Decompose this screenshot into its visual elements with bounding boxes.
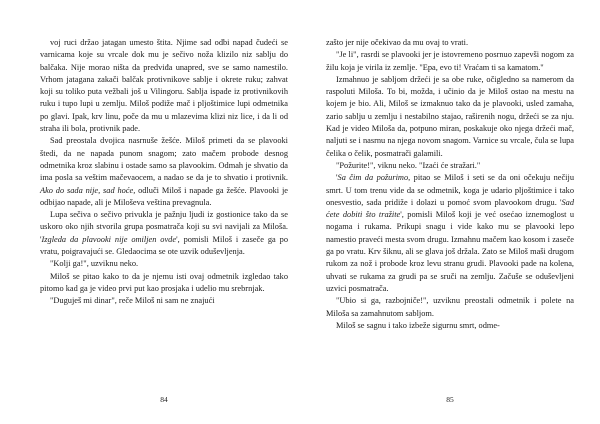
left-page-number: 84 — [160, 395, 168, 404]
paragraph: Lupa sečiva o sečivo privukla je pažnju ljudi iz gostionice tako da se uskoro oko njih stvorila grupa posmatrača koji su svi navijali za Miloša. 'Izgleda da plavooki nije omiljen ovde', pomisli Miloš i zaseče ga po vratu, poigravajući se. Gledaocima se ote uzvik oduševljenja. — [40, 210, 288, 257]
paragraph: "Požurite!", viknu neko. "Izaći će stražari." — [336, 160, 481, 170]
italic-text: Sa čim da požurimo — [337, 173, 409, 183]
italic-text: Sad ćete dobiti što tražite — [326, 197, 574, 220]
paragraph: 'Sa čim da požurimo, pitao se Miloš i seti se da oni očekuju nečiju smrt. U tom trenu vide da se odmetnik, koga je udario pljoštimice i tako onesvestio, sada pridiže i dolazi u pomoć svom plavookom drugu. 'Sad ćete dobiti što tražite', pomisli Miloš koji je već osećao iznemoglost u nogama i rukama. Prikupi snagu i vide kako mu se plavooki lepo namestio praveći mesta svom drugu. Izmahnu mačem kao kosom i zaseče ga po vratu. Krv šiknu, ali se glava još držala. Zato se Miloš maši drugom rukom za nož i probode kroz levu stranu grudi. Plavooki pade na kolena, uhvati se rukama za grudi pa se sruči na zemlju. Začuše se oduševljeni uzvici posmatrača. — [326, 173, 575, 293]
paragraph: voj ruci držao jatagan umesto štita. Njime sad odbi napad čudeći se varnicama koje su vrcale dok mu je sečivo noža klizilo niz sablju do balčaka. Nije morao ništa da predviđa unapred, sve se samo namestilo. Vrhom jatagana zakači balčak protivnikove sablje i okrete ruku; zahvat koji su toliko puta vežbali još u Vilingoru. Sablja ispade iz protivnikovih ruku i tupo lupi u zemlju. Miloš podiže mač i pljoštimice lupi odmetnika po glavi. Ipak, krv linu, poče da mu u mlazevima klizi niz lice, i da li od straha ili bola, protivnik pade. — [40, 38, 288, 134]
right-page — [300, 0, 600, 424]
italic-text: Ako do sada nije, sad hoće, — [40, 185, 136, 195]
paragraph: zašto jer nije očekivao da mu ovaj to vrati. — [326, 38, 469, 47]
paragraph: "Je li", rasrdi se plavooki jer je istovremeno posrnuo zapevši nogom za žilu koja je virila iz zemlje. "Epa, evo ti! Vraćam ti sa kamatom." — [326, 50, 574, 72]
paragraph: "Kolji ga!", uzviknu neko. — [50, 259, 139, 269]
paragraph: Miloš se sagnu i tako izbeže sigurnu smrt, odme- — [336, 320, 500, 330]
paragraph: Sad preostala dvojica nasrnuše žešće. Miloš primeti da se plavooki štedi, da ne napada punom snagom; zato mačem probode desnog odmetnika kroz slabinu i ostade samo sa plavookim. Odmah je shvatio da ima posla sa veštim mačevaocem, a nadao se da je to shvatio i protivnik. Ako do sada nije, sad hoće, odluči Miloš i napade ga žešće. Plavooki je odbijao napade, ali je Miloševa veština prevagnula. — [40, 136, 288, 207]
paragraph: Izmahnuo je sabljom držeći je sa obe ruke, očigledno sa namerom da raspoluti Miloša. To bi, možda, i učinio da je Miloš ostao na mestu na kojem je bio. Ali, Miloš se izmaknuo tako da je plavooki, usled zamaha, zario sablju u zemlju i nestabilno stajao, raširenih nogu, držeći se za nju. Kad je video Miloša da, potpuno miran, poskakuje oko njega držeći mač, naljuti se i nasrnu na njega novom snagom. Varnice su vrcale, čula se lupa čelika o čelik, posmatrači galamili. — [326, 74, 574, 158]
right-page-text — [326, 37, 574, 332]
left-page-text — [40, 37, 288, 308]
paragraph: Miloš se pitao kako to da je njemu isti ovaj odmetnik izgledao tako pitomo kad ga je video prvi put kao prosjaka i udelio mu srebrnjak. — [40, 271, 288, 293]
right-page-number: 85 — [446, 395, 454, 404]
paragraph: "Duguješ mi dinar", reče Miloš ni sam ne znajući — [50, 296, 215, 306]
paragraph: "Ubio si ga, razbojniče!", uzviknu preostali odmetnik i polete na Miloša sa zamahnutom sabljom. — [326, 296, 574, 318]
italic-text: Izgleda da plavooki nije omiljen ovde — [41, 234, 177, 244]
